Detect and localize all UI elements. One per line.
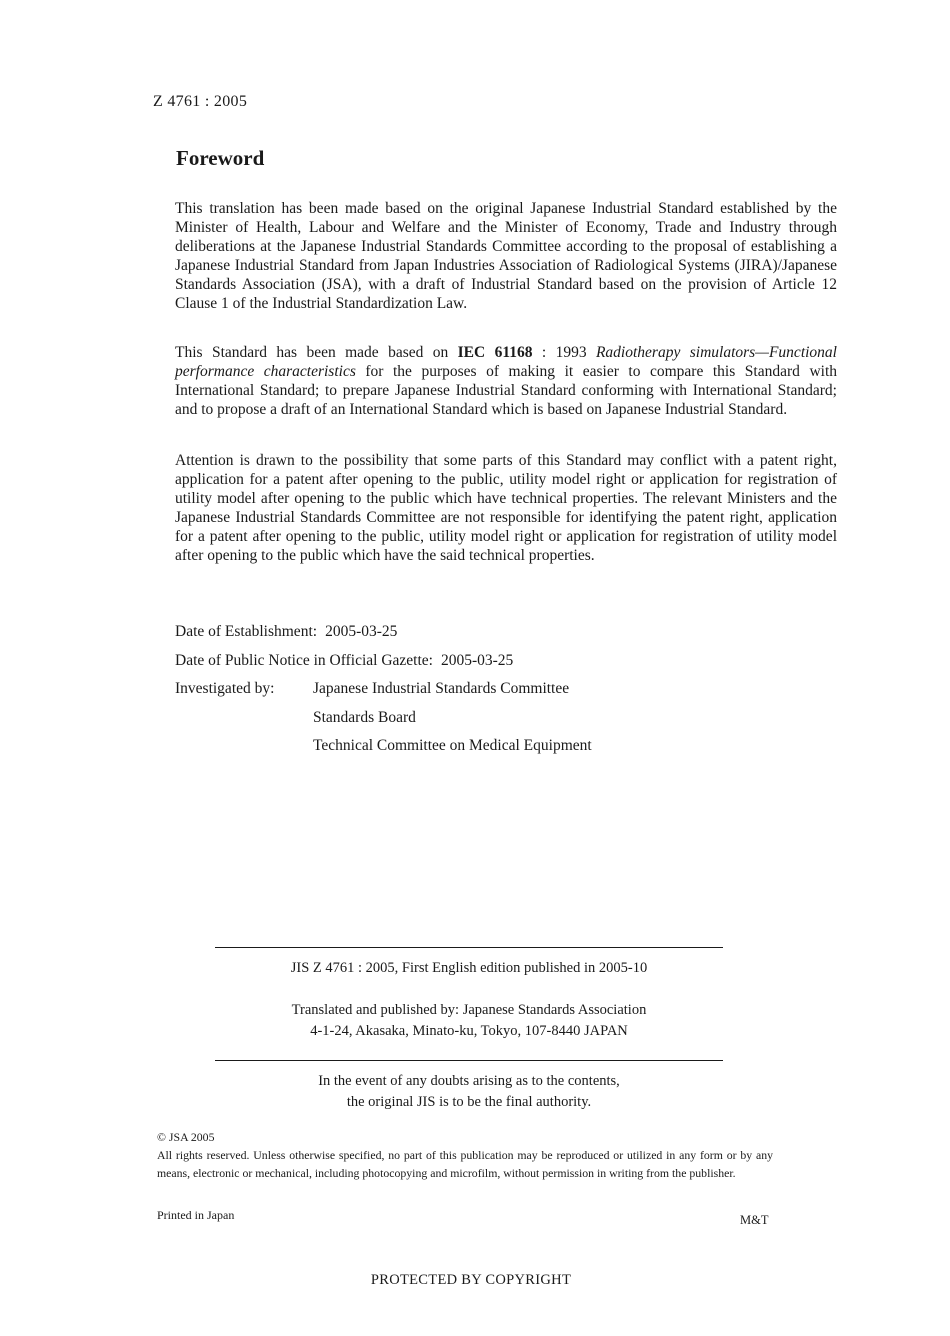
gazette-date-line (175, 652, 513, 670)
paragraph-rest-text: for the purposes of making it easier to compare this Standard with International Standard; to prepare Japanese Industrial Standard conforming with International Standard; and to propose a draft of an International Standard which is based on Japanese Industrial Standard. (175, 363, 837, 418)
establishment-date-line (175, 623, 397, 641)
gazette-date: 2005-03-25 (440, 652, 514, 669)
standard-reference-title: Radiotherapy simulators—Functional performance characteristics (175, 344, 837, 380)
edition-line: JIS Z 4761 : 2005, First English edition published in 2005-10 (290, 960, 648, 976)
foreword-paragraph-1: This translation has been made based on the original Japanese Industrial Standard established by the Minister of Health, Labour and Welfare and the Minister of Economy, Trade and Industry through deliberations at the Japanese Industrial Standards Committee according to the proposal of establishing a Japanese Industrial Standard from Japan Industries Association of Radiological Systems (JIRA)/Japanese Standards Association (JSA), with a draft of Industrial Standard based on the provision of Article 12 Clause 1 of the Industrial Standardization Law. (175, 200, 837, 312)
investigator-item: Standards Board (313, 709, 416, 726)
divider-top (215, 947, 723, 948)
rights-statement: All rights reserved. Unless otherwise specified, no part of this publication may be reproduced or utilized in any form or by any means, electronic or mechanical, including photocopying and microfilm, without permission in writing from the publisher. (157, 1148, 773, 1180)
printer-mark: M&T (740, 1213, 769, 1227)
publisher-block (215, 1000, 723, 1042)
authority-line-1: In the event of any doubts arising as to the contents, (318, 1073, 620, 1089)
standard-reference-year: : 1993 (532, 344, 596, 361)
printed-in-label: Printed in Japan (157, 1208, 235, 1222)
paragraph-lead-text: This Standard has been made based on (175, 344, 458, 361)
authority-notice (215, 1071, 723, 1113)
page-title: Foreword (176, 146, 265, 170)
document-code: Z 4761 : 2005 (153, 93, 248, 110)
foreword-paragraph-3: Attention is drawn to the possibility that some parts of this Standard may conflict with a patent right, application for a patent after opening to the public, utility model right or application for registration of utility model after opening to the public which have technical properties. The relevant Ministers and the Japanese Industrial Standards Committee are not responsible for identifying the patent right, application for a patent after opening to the public, utility model right or application for registration of utility model after opening to the public which have the said technical properties. (175, 452, 837, 564)
standard-reference: IEC 61168 (457, 344, 533, 361)
divider-bottom (215, 1060, 723, 1061)
establishment-label: Date of Establishment: (175, 623, 318, 640)
copyright-notice: © JSA 2005 (157, 1130, 215, 1144)
publisher-line: Translated and published by: Japanese Standards Association (291, 1002, 647, 1018)
foreword-paragraph-2 (175, 343, 837, 419)
authority-line-2: the original JIS is to be the final authority. (346, 1094, 592, 1110)
investigator-item: Japanese Industrial Standards Committee (313, 680, 570, 697)
copyright-footer: PROTECTED BY COPYRIGHT (370, 1272, 572, 1288)
investigated-by-label: Investigated by: (175, 680, 275, 697)
gazette-label: Date of Public Notice in Official Gazette: (175, 652, 433, 669)
copyright-block (157, 1128, 773, 1182)
investigator-item: Technical Committee on Medical Equipment (313, 737, 592, 754)
establishment-date: 2005-03-25 (325, 623, 398, 640)
publisher-address: 4-1-24, Akasaka, Minato-ku, Tokyo, 107-8440 JAPAN (310, 1023, 628, 1039)
